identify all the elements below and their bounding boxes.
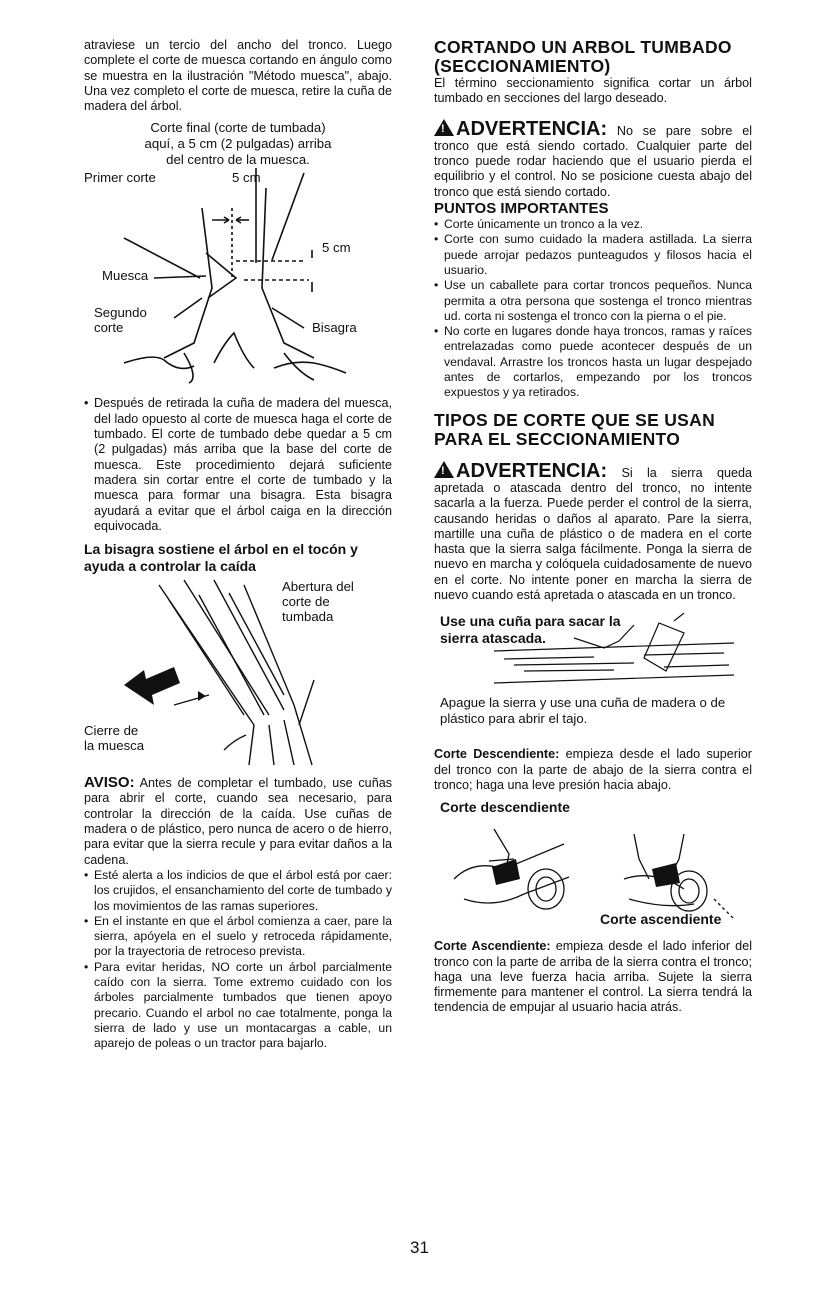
underbuck-label: Corte Ascendiente:	[434, 939, 551, 954]
label-line: la muesca	[84, 738, 145, 754]
bucking-intro: El término seccionamiento significa cortar un árbol tumbado en secciones del largo deseado.	[434, 76, 752, 106]
warning-1	[434, 119, 752, 200]
second-cut-label: Segundo	[94, 305, 147, 321]
right-column	[434, 38, 752, 1016]
caption-line: aquí, a 5 cm (2 pulgadas) arriba	[144, 136, 332, 152]
caption-line: Corte final (corte de tumbada)	[150, 120, 326, 136]
warning-text: No se pare sobre el tronco que está siendo cortado. Cualquier parte del tronco puede rodar haciendo que el usuario pierda el equilibrio y el control. No se posicione cuesta abajo del tronco que está siendo cortado.	[434, 123, 752, 199]
hinge-subheading: La bisagra sostiene el árbol en el tocón y ayuda a controlar la caída	[84, 541, 358, 575]
warning-title: ADVERTENCIA:	[456, 459, 608, 482]
bullet-item: • Use un caballete para cortar troncos pequeños. Nunca permita a otra persona que sostenga el tronco mientras ud. corta ni sostenga el tronco con la pierna o el pie.	[434, 278, 752, 324]
underbuck-paragraph	[434, 939, 752, 1015]
underbuck-text: empieza desde el lado inferior del tronco con la parte de arriba de la sierra contra el tronco; haga una leve fuerza hacia arriba. Sujete la sierra firmemente para mantener el control. La sierra tendrá la tendencia de empujar al usuario hacia atrás.	[434, 939, 752, 1015]
notch-figure-caption	[84, 120, 392, 168]
label-line: corte de	[282, 594, 330, 610]
intro-paragraph: atraviese un tercio del ancho del tronco. Luego complete el corte de muesca cortando en ángulo como se muestra en la ilustración "Método muesca", abajo. Una vez completo el corte de muesca, retire la cuña de madera del árbol.	[84, 38, 393, 114]
wedge-figure	[434, 613, 752, 691]
overbuck-label: Corte Descendiente:	[434, 747, 560, 762]
bullet-item: • Corte con sumo cuidado la madera astillada. La sierra puede arrojar pedazos punteagudos y filosos hacia el usuario.	[434, 232, 752, 278]
notch-label: Muesca	[102, 268, 149, 284]
warning-2	[434, 461, 752, 604]
underbuck-figure-label: Corte ascendiente	[600, 911, 722, 928]
warning-icon	[434, 119, 454, 136]
warning-title: ADVERTENCIA:	[456, 117, 608, 140]
notch-method-figure	[84, 168, 392, 386]
wedge-log-illustration	[434, 613, 752, 691]
overbuck-underbuck-illustration	[434, 799, 752, 931]
felling-tips-list	[84, 868, 392, 1052]
aviso-label: AVISO:	[84, 774, 135, 792]
wedge-heading: Use una cuña para sacar la sierra atascada.	[440, 613, 621, 647]
warning-icon	[434, 461, 454, 478]
five-cm-right-label: 5 cm	[322, 240, 351, 256]
label-line: Abertura del	[282, 579, 354, 595]
left-column	[84, 38, 392, 1052]
page-number: 31	[410, 1238, 429, 1257]
label-line: tumbada	[282, 609, 334, 625]
bullet-item: • Corte únicamente un tronco a la vez.	[434, 217, 752, 232]
hinge-figure	[84, 575, 392, 771]
overbuck-text: empieza desde el lado superior del tronco con la parte de abajo de la sierra contra el tronco; haga una leve presión hacia abajo.	[434, 747, 752, 792]
bullet-item: • Esté alerta a los indicios de que el árbol está por caer: los crujidos, el ensanchamiento del corte de tumbado y los movimientos de las ramas superiores.	[84, 868, 392, 914]
caption-line: del centro de la muesca.	[166, 152, 310, 168]
bullet-item: • No corte en lugares donde haya troncos, ramas y raíces entrelazadas como puede acontecer después de un vendaval. Arrastre los troncos hasta un lugar despejado antes de cortarlos, empezando por los troncos expuestos y ya retirados.	[434, 324, 752, 400]
five-cm-top-label: 5 cm	[232, 170, 261, 186]
important-points-heading: PUNTOS IMPORTANTES	[434, 200, 609, 218]
bullet-item: • En el instante en que el árbol comienza a caer, pare la sierra, apóyela en el suelo y retroceda rápidamente, por la trayectoria de retroceso prevista.	[84, 914, 392, 960]
overbuck-paragraph	[434, 747, 752, 793]
first-cut-label: Primer corte	[84, 170, 156, 186]
warning-text: Si la sierra queda apretada o atascada dentro del tronco, no intente sacarla a la fuerza. Puede perder el control de la sierra, causando heridas o daños al aparato. Pare la sierra, martille una cuña de plástico o de madera en el corte hasta que la sierra salga fácilmente. Ponga la sierra de nuevo en marcha y colóquela cuidadosamente de nuevo en el corte. No intente poner en marcha la sierra de nuevo cuando está apretada o atascada en un tronco.	[434, 465, 752, 603]
second-cut-label-2: corte	[94, 320, 124, 336]
notch-closing-label	[84, 723, 144, 753]
cut-types-heading: TIPOS DE CORTE QUE SE USAN PARA EL SECCIONAMIENTO	[434, 409, 716, 449]
important-points-list	[434, 217, 752, 401]
label-line: Cierre de	[84, 723, 139, 739]
aviso-text: Antes de completar el tumbado, use cuñas para abrir el corte, cuando sea necesario, para controlar la dirección de la caída. Use cuñas de madera o de plástico, pero nunca de acero o de hierro, para evitar que la sierra recule y para evitar daños a la cadena.	[84, 776, 392, 867]
bucking-heading: CORTANDO UN ARBOL TUMBADO (SECCIONAMIENTO)	[434, 37, 732, 76]
aviso-paragraph	[84, 775, 392, 868]
cut-types-figure	[434, 799, 752, 931]
bullet-item: • Después de retirada la cuña de madera del muesca, del lado opuesto al corte de muesca haga el corte de tumbado. El corte de tumbado debe quedar a 5 cm (2 pulgadas) más arriba que la base del corte de muesca. Este procedimiento dejará suficiente madera sin cortar entre el corte de tumbado y la muesca para formar una bisagra. Esta bisagra ayudará a evitar que el árbol caiga en la dirección equivocada.	[84, 396, 392, 534]
bullet-item: • Para evitar heridas, NO corte un árbol parcialmente caído con la sierra. Tome extremo cuidado con los árboles parcialmente tumbados que tienen apoyo precario. Cuando el arbol no cae totalmente, ponga la sierra de lado y use un montacargas a cable, un aparejo de poleas o un tractor para bajarlo.	[84, 960, 392, 1052]
felling-bullet	[84, 396, 392, 534]
hinge-label: Bisagra	[312, 320, 357, 336]
overbuck-figure-label: Corte descendiente	[440, 799, 570, 816]
opening-label	[282, 579, 354, 624]
wedge-caption: Apague la sierra y use una cuña de madera o de plástico para abrir el tajo.	[440, 695, 726, 727]
